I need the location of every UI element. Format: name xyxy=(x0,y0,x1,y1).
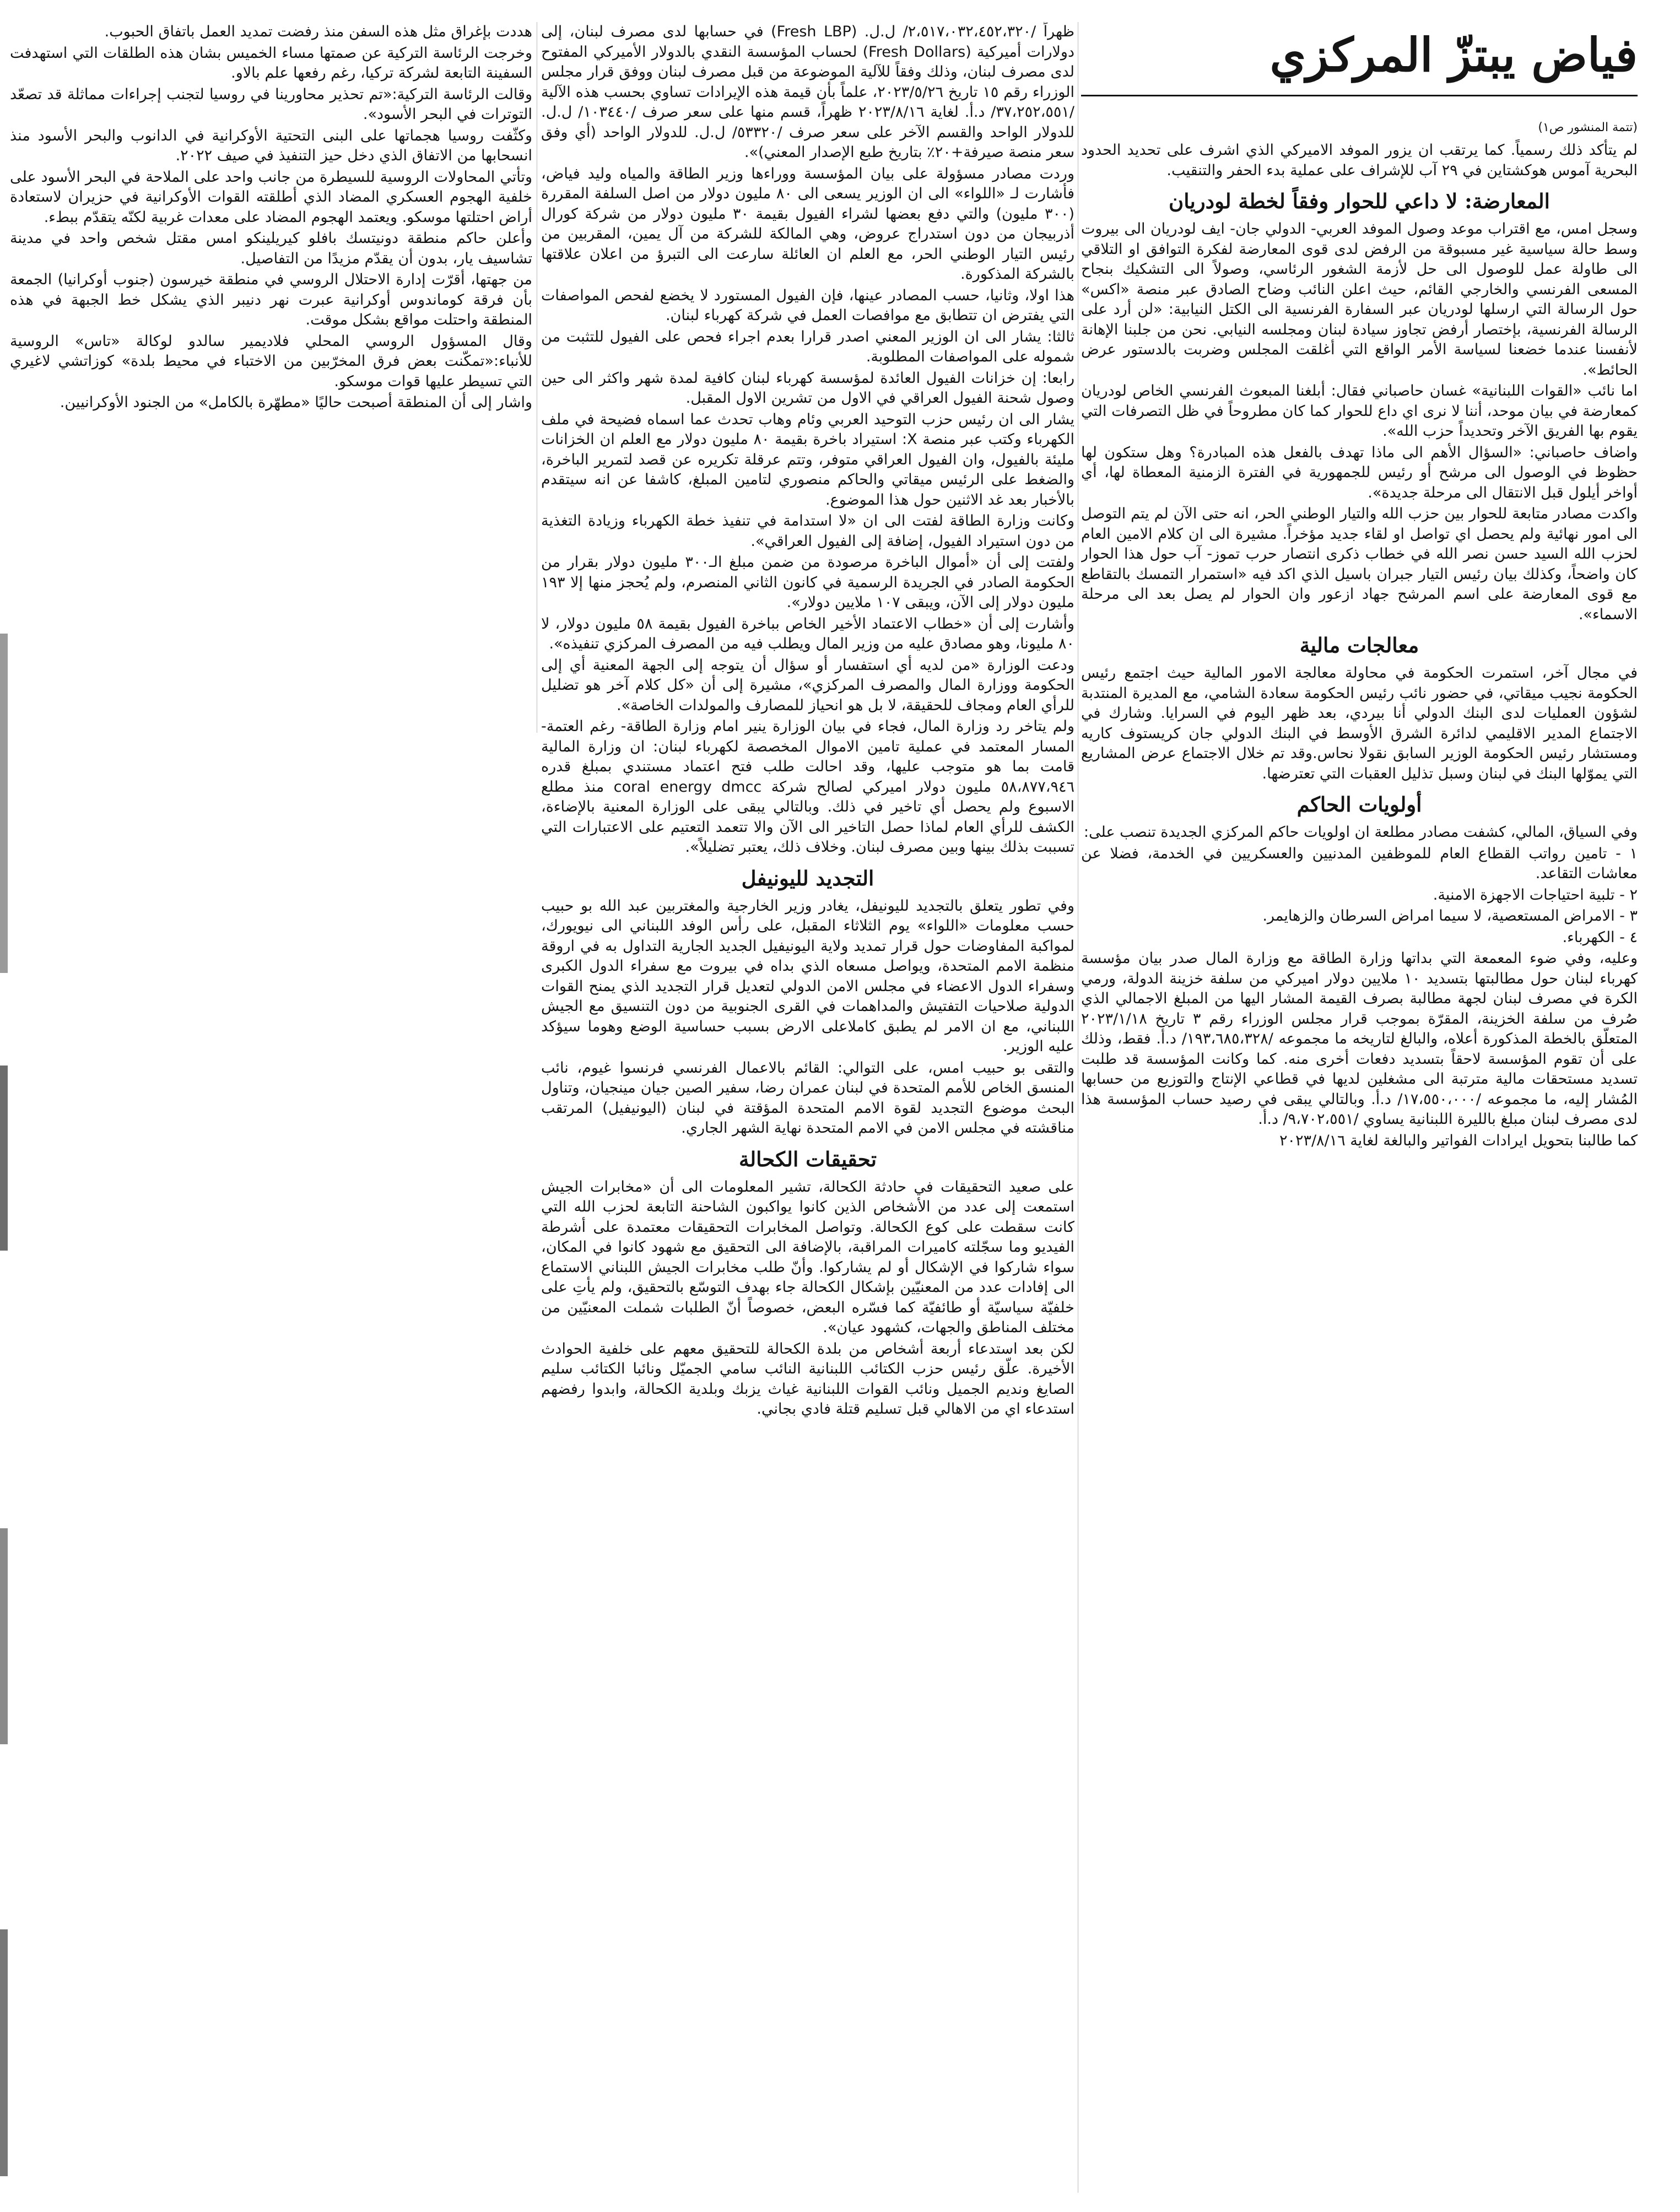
paragraph: رابعا: إن خزانات الفيول العائدة لمؤسسة كهرباء لبنان كافية لمدة شهر واكثر الى حين وصول شحنة الفيول العراقي في الاول من تشرين الاول المقبل. xyxy=(541,369,1074,407)
subheading: معالجات مالية xyxy=(1299,633,1419,657)
subheading: المعارضة: لا داعي للحوار وفقاً لخطة لودريان xyxy=(1169,189,1550,213)
paragraph: ثالثا: يشار الى ان الوزير المعني اصدر قرارا بعدم اجراء فحص على الفيول للتثبت من شموله على المواصفات المطلوبة. xyxy=(541,328,1074,365)
headline-divider xyxy=(1081,95,1638,96)
paragraph: وقال المسؤول الروسي المحلي فلاديمير سالدو لوكالة «تاس» الروسية للأنباء:«تمكّنت بعض فرق المخرّبين من الاختباء في محيط بلدة» كوزاتشي لاغيري التي تسيطر عليها قوات موسكو. xyxy=(10,332,532,390)
paragraph: هذا اولا، وثانيا، حسب المصادر عينها، فإن الفيول المستورد لا يخضع لفحص المواصفات التي يفترض ان تتطابق مع موافصات العمل في شركة كهرباء لبنان. xyxy=(541,286,1074,324)
subheading: أولويات الحاكم xyxy=(1297,792,1422,816)
paragraph: وسجل امس، مع اقتراب موعد وصول الموفد العربي- الدولي جان- ايف لودريان الى بيروت وسط حالة سياسية غير مسبوقة من الرفض لدى قوى المعارضة لفكرة التوافق او التلاقي الى طاولة عمل للوصول الى حل لأزمة الشغور الرئاسي، وصولاً الى التشكيك بنجاح المسعى الفرنسي والخارجي القائم، حيث اعلن النائب وضاح الصادق عبر منصة «اكس» حول الرسالة التي ارسلها لودريان عبر السفارة الفرنسية الى الكتل النيابية: «لن أرد على الرسالة الفرنسية، بإختصار أرفض تجاوز سيادة لبنان ومجلسه النيابي. نحن من جلبنا الإهانة لأنفسنا عندما خضعنا لسياسة الأمر الواقع التي أغلقت المجلس وضربت بالدستور عرض الحائط». xyxy=(1081,220,1638,378)
paragraph: وخرجت الرئاسة التركية عن صمتها مساء الخميس بشان هذه الطلقات التي استهدفت السفينة التابعة لشركة تركيا، رغم رفعها علم بالاو. xyxy=(10,44,532,82)
paragraph: واشار إلى أن المنطقة أصبحت حاليًا «مطهّرة بالكامل» من الجنود الأوكرانيين. xyxy=(60,394,532,411)
paragraph: ولفتت إلى أن «أموال الباخرة مرصودة من ضمن مبلغ الـ٣٠٠ مليون دولار بقرار من الحكومة الصادر في الجريدة الرسمية في كانون الثاني المنصرم، ولم يُحجز منها إلا ١٩٣ مليون دولار إلى الآن، ويبقى ١٠٧ ملايين دولار». xyxy=(541,554,1074,611)
paragraph: وتأتي المحاولات الروسية للسيطرة من جانب واحد على الملاحة في البحر الأسود على خلفية الهجوم العسكري المضاد الذي أطلقته القوات الأوكرانية في حزيران لاستعادة أراض احتلتها موسكو. ويعتمد الهجوم المضاد على معدات غربية لكنّه يتقدّم ببطء. xyxy=(10,168,532,226)
paragraph: واضاف حاصباني: «السؤال الأهم الى ماذا تهدف بالفعل هذه المبادرة؟ وهل ستكون لها حظوظ في الوصول الى مرشح أو رئيس للجمهورية في الفترة الزمنية المعطاة لها، أي أواخر أيلول قبل الانتقال الى مرحلة جديدة». xyxy=(1081,444,1638,501)
article-column-left xyxy=(10,22,532,738)
page-headline: فياض يبتزّ المركزي xyxy=(1270,28,1638,82)
paragraph: من جهتها، أقرّت إدارة الاحتلال الروسي في منطقة خيرسون (جنوب أوكرانيا) الجمعة بأن فرقة كوماندوس أوكرانية عبرت نهر دنيبر الذي يشكل خط الجبهة في هذه المنطقة واحتلت مواقع بشكل موقت. xyxy=(10,271,532,328)
paragraph: وكانت وزارة الطاقة لفتت الى ان «لا استدامة في تنفيذ خطة الكهرباء وزيادة التغذية من دون استيراد الفيول، إضافة إلى الفيول العراقي». xyxy=(541,512,1074,550)
subheading: التجديد لليونيفل xyxy=(741,866,874,890)
paragraph: لم يتأكد ذلك رسمياً. كما يرتقب ان يزور الموفد الاميركي الذي اشرف على تحديد الحدود البحرية آموس هوكشتاين في ٢٩ آب للإشراف على عملية بدء الحفر والتنقيب. xyxy=(1081,142,1638,179)
paragraph: في مجال آخر، استمرت الحكومة في محاولة معالجة الامور المالية حيث اجتمع رئيس الحكومة نجيب ميقاتي، في حضور نائب رئيس الحكومة سعادة الشامي، مع المديرة المنتدبة لشؤون العمليات لدى البنك الدولي أنا بيردي، بعد ظهر اليوم في السرايا. وشارك في الاجتماع المدير الاقليمي لدائرة الشرق الأوسط في البنك الدولي جان كريستوف كاريه ومستشار رئيس الحكومة الوزير السابق نقولا نحاس.وقد تم خلال الاجتماع عرض المشاريع التي يموّلها البنك في لبنان وسبل تذليل العقبات التي تعترضها. xyxy=(1081,664,1638,782)
paragraph: وفي تطور يتعلق بالتجديد لليونيفل، يغادر وزير الخارجية والمغتربين عبد الله بو حبيب حسب معلومات «اللواء» يوم الثلاثاء المقبل، على رأس الوفد اللبناني الى نيويورك، لمواكبة المفاوضات حول قرار تمديد ولاية اليونيفيل الجديد الجارية التداول به في اروقة منظمة الامم المتحدة، ويواصل مسعاه الذي بداه في بيروت مع سفراء الدول الكبرى وسفراء الدول الاعضاء في مجلس الامن الدولي لتعديل قرار التجديد الذي يمنح القوات الدولية صلاحيات التفتيش والمداهمات في القرى الجنوبية من دون التنسيق مع الجيش اللبناني، مع ان الامر لم يطبق كاملاعلى الارض بسبب حساسية الوضع وهوما سيؤكد عليه الوزير. xyxy=(541,897,1074,1055)
paragraph: لكن بعد استدعاء أربعة أشخاص من بلدة الكحالة للتحقيق معهم على خلفية الحوادث الأخيرة. علّق رئيس حزب الكتائب اللبنانية النائب سامي الجميّل ونائبا الكتائب سليم الصايغ ونديم الجميل ونائب القوات اللبنانية غياث يزبك وبلدية الكحالة، وابدوا رفضهم استدعاء اي من الاهالي قبل تسليم قتلة فادي بجاني. xyxy=(541,1340,1074,1418)
paragraph: وفي السياق، المالي، كشفت مصادر مطلعة ان اولويات حاكم المركزي الجديدة تنصب على: xyxy=(1083,824,1638,841)
paragraph: وردت مصادر مسؤولة على بيان المؤسسة ووراءها وزير الطاقة والمياه وليد فياض، فأشارت لـ «اللواء» الى ان الوزير يسعى الى ٨٠ مليون دولار من اصل السلفة المقررة (٣٠٠ مليون) والتي دفع بعضها لشراء الفيول بقيمة ٣٠ مليون دولار من شركة كورال أذربيجان من دون استدراج عروض، وهي المالكة للشركة من آل يمين، المقربين من رئيس التيار الوطني الحر، مع العلم ان العائلة سارعت الى التبرؤ من اعلان علاقتها بالشركة المذكورة. xyxy=(541,165,1074,283)
paragraph: ودعت الوزارة «من لديه أي استفسار أو سؤال أن يتوجه إلى الجهة المعنية أي إلى الحكومة ووزارة المال والمصرف المركزي»، مشيرة إلى أن «كل كلام آخر هو تضليل للرأي العام ومجاف للحقيقة، لا بل هو انحياز للمصارف والمولدات الخاصة». xyxy=(541,656,1074,714)
paragraph: كما طالبنا بتحويل ايرادات الفواتير والبالغة لغاية ٢٠٢٣/٨/١٦ xyxy=(1279,1132,1638,1149)
paragraph: واكدت مصادر متابعة للحوار بين حزب الله والتيار الوطني الحر، انه حتى الآن لم يتم التوصل الى امور نهائية ولم يحصل اي تواصل او لقاء جديد مؤخراً. مشيرة الى ان كلام الامين العام لحزب الله السيد حسن نصر الله في خطاب ذكرى انتصار حرب تموز- آب حول هذا الحوار كان واضحاً، وكذلك بيان رئيس التيار جبران باسيل الذي اكد فيه «استمرار التمسك بالتقاطع مع قوى المعارضة على اسم المرشح جهاد ازعور وان الحوار لم يصل بعد الى مرحلة الاسماء». xyxy=(1081,505,1638,623)
article-column-right xyxy=(1081,118,1638,2206)
paragraph: ٣ - الامراض المستعصية، لا سيما امراض السرطان والزهايمر. xyxy=(1262,907,1638,924)
paragraph: والتقى بو حبيب امس، على التوالي: القائم بالاعمال الفرنسي فرنسوا غيوم، نائب المنسق الخاص للأمم المتحدة في لبنان عمران رضا، سفير الصين جيان مينجيان، وتناول البحث موضوع التجديد لقوة الامم المتحدة المؤقتة في لبنان (اليونيفيل) المرتقب مناقشته في مجلس الامن في الامم المتحدة نهاية الشهر الجاري. xyxy=(541,1059,1074,1137)
subheading: تحقيقات الكحالة xyxy=(738,1146,877,1171)
paragraph: اما نائب «القوات اللبنانية» غسان حاصباني فقال: أبلغنا المبعوث الفرنسي الخاص لودريان كمعارضة في بيان موحد، أننا لا نرى اي داع للحوار كما كان مطروحاً في ظل التصرفات التي يقوم بها الفريق الآخر وتحديداً حزب الله». xyxy=(1081,382,1638,440)
paragraph: ظهراً /٢،٥١٧،٠٣٢،٤٥٢،٣٢٠/ ل.ل. (Fresh LBP) في حسابها لدى مصرف لبنان، إلى دولارات أميركية (Fresh Dollars) لحساب المؤسسة النقدي بالدولار الأميركي المفتوح لدى مصرف لبنان، وذلك وفقاً للآلية الموضوعة من قبل مصرف لبنان ووفق قرار مجلس الوزراء رقم ١٥ تاريخ ٢٠٢٣/٥/٢٦، علماً بأن قيمة هذه الإيرادات تساوي بحسب هذه الآلية /٣٧،٢٥٢،٥٥١/ د.أ. لغاية ٢٠٢٣/٨/١٦ ظهراً، قسم منها على سعر صرف /١٠٣٤٤٠/ ل.ل. للدولار الواحد والقسم الآخر على سعر صرف /٥٣٣٢٠/ ل.ل. للدولار الواحد (أي وفق سعر منصة صيرفة+٢٠٪ بتاريخ طبع الإصدار المعني)». xyxy=(541,23,1074,161)
adjacent-page-edge xyxy=(0,634,8,2176)
paragraph: ٢ - تلبية احتياجات الاجهزة الامنية. xyxy=(1433,886,1638,904)
paragraph: وقالت الرئاسة التركية:«تم تحذير محاورينا في روسيا لتجنب إجراءات مماثلة قد تصعّد التوترات في البحر الأسود». xyxy=(10,85,532,123)
paragraph: ٤ - الكهرباء. xyxy=(1562,928,1638,946)
paragraph: على صعيد التحقيقات في حادثة الكحالة، تشير المعلومات الى أن «مخابرات الجيش استمعت إلى عدد من الأشخاص الذين كانوا يواكبون الشاحنة التابعة لحزب الله التي كانت سقطت على كوع الكحالة. وتواصل المخابرات التحقيقات معتمدة على أشرطة الفيديو وما سجّلته كاميرات المراقبة، بالإضافة الى التحقيق مع شهود كانوا في المكان، سواء شاركوا في الإشكال أو لم يشاركوا. وأنّ طلب مخابرات الجيش اللبناني الاستماع الى إفادات عدد من المعنيّين بإشكال الكحالة جاء بهدف التوسّع بالتحقيق، ولم يأتِ على خلفيّة سياسيّة أو طائفيّة كما فسّره البعض، خصوصاً أنّ الطلبات شملت المعنيّين من مختلف المناطق والجهات، كشهود عيان». xyxy=(541,1178,1074,1336)
paragraph: وأشارت إلى أن «خطاب الاعتماد الأخير الخاص بباخرة الفيول بقيمة ٥٨ مليون دولار، لا ٨٠ مليونا، وهو مصادق عليه من وزير المال ويطلب فيه من المصرف المركزي تنفيذه». xyxy=(541,615,1074,652)
paragraph: وكثّفت روسيا هجماتها على البنى التحتية الأوكرانية في الدانوب والبحر الأسود منذ انسحابها من الاتفاق الذي دخل حيز التنفيذ في صيف ٢٠٢٢. xyxy=(10,127,532,164)
paragraph: ١ - تامين رواتب القطاع العام للموظفين المدنيين والعسكريين في الخدمة، فضلا عن معاشات التقاعد. xyxy=(1081,845,1638,882)
continuation-note: (تتمة المنشور ص١) xyxy=(1538,121,1638,134)
paragraph: يشار الى ان رئيس حزب التوحيد العربي وئام وهاب تحدث عما اسماه فضيحة في ملف الكهرباء وكتب عبر منصة X: استيراد باخرة بقيمة ٨٠ مليون دولار مع العلم ان الخزانات مليئة بالفيول، وان الفيول العراقي متوفر، وتتم عرقلة تكريره عن قصد لتمرير الباخرة، والضغط على الرئيس ميقاتي والحاكم منصوري لتامين المبلغ، كاشفا عن انه سيتقدم بالأخبار بعد غد الاثنين حول هذا الموضوع. xyxy=(541,410,1074,509)
paragraph: ولم يتاخر رد وزارة المال، فجاء في بيان الوزارة ينير امام وزارة الطاقة- رغم العتمة- المسار المعتمد في عملية تامين الاموال المخصصة لكهرباء لبنان: ان وزارة المالية قامت بما هو متوجب عليها، وقد احالت طلب فتح اعتماد مستندي بمبلغ قدره ٥٨،٨٧٧،٩٤٦ مليون دولار اميركي لصالح شركة coral energy dmcc منذ مطلع الاسبوع ولم يحصل أي تاخير في ذلك. وبالتالي يبقى على الوزارة المعنية بالإضاءة، الكشف للرأي العام لماذا حصل التاخير الى الآن والا تتعمد التعتيم على الاعتبارات التي تسببت بذلك بينها وبين مصرف لبنان. وخلاف ذلك، يعتبر تضليلاً». xyxy=(541,718,1074,856)
paragraph: وأعلن حاكم منطقة دونيتسك بافلو كيريلينكو امس مقتل شخص واحد في مدينة تشاسيف يار، بدون أن يقدّم مزيدًا من التفاصيل. xyxy=(10,230,532,267)
article-column-middle xyxy=(541,22,1074,2204)
paragraph: هددت بإغراق مثل هذه السفن منذ رفضت تمديد العمل باتفاق الحبوب. xyxy=(104,23,532,40)
paragraph: وعليه، وفي ضوء المعمعة التي بداتها وزارة الطاقة مع وزارة المال صدر بيان مؤسسة كهرباء لبنان حول مطالبتها بتسديد ١٠ ملايين دولار اميركي من سلفة خزينة الدولة، ورمي الكرة في مصرف لبنان لجهة مطالبة بصرف القيمة المشار اليها من المبلغ الاجمالي الذي صُرف من سلفة الخزينة، المقرّة بموجب قرار مجلس الوزراء رقم ٣ تاريخ ٢٠٢٣/١/١٨ المتعلّق بالخطة المذكورة أعلاه، والبالغ لتاريخه ما مجموعه /١٩٣،٦٨٥،٣٢٨/ د.أ. فقط، وذلك على أن تقوم المؤسسة لاحقاً بتسديد دفعات أخرى منه. كما وكانت المؤسسة قد طلبت تسديد مستحقات مالية مترتبة الى مشغلين لديها في قطاعي الإنتاج والتوزيع من حسابها المُشار إليه، ما مجموعه /١٧،٥٥٠،٠٠٠/ د.أ. وبالتالي يبقى في رصيد حساب المؤسسة هذا لدى مصرف لبنان مبلغ بالليرة اللبنانية يساوي /٩،٧٠٢،٥٥١/ د.أ. xyxy=(1081,950,1638,1128)
